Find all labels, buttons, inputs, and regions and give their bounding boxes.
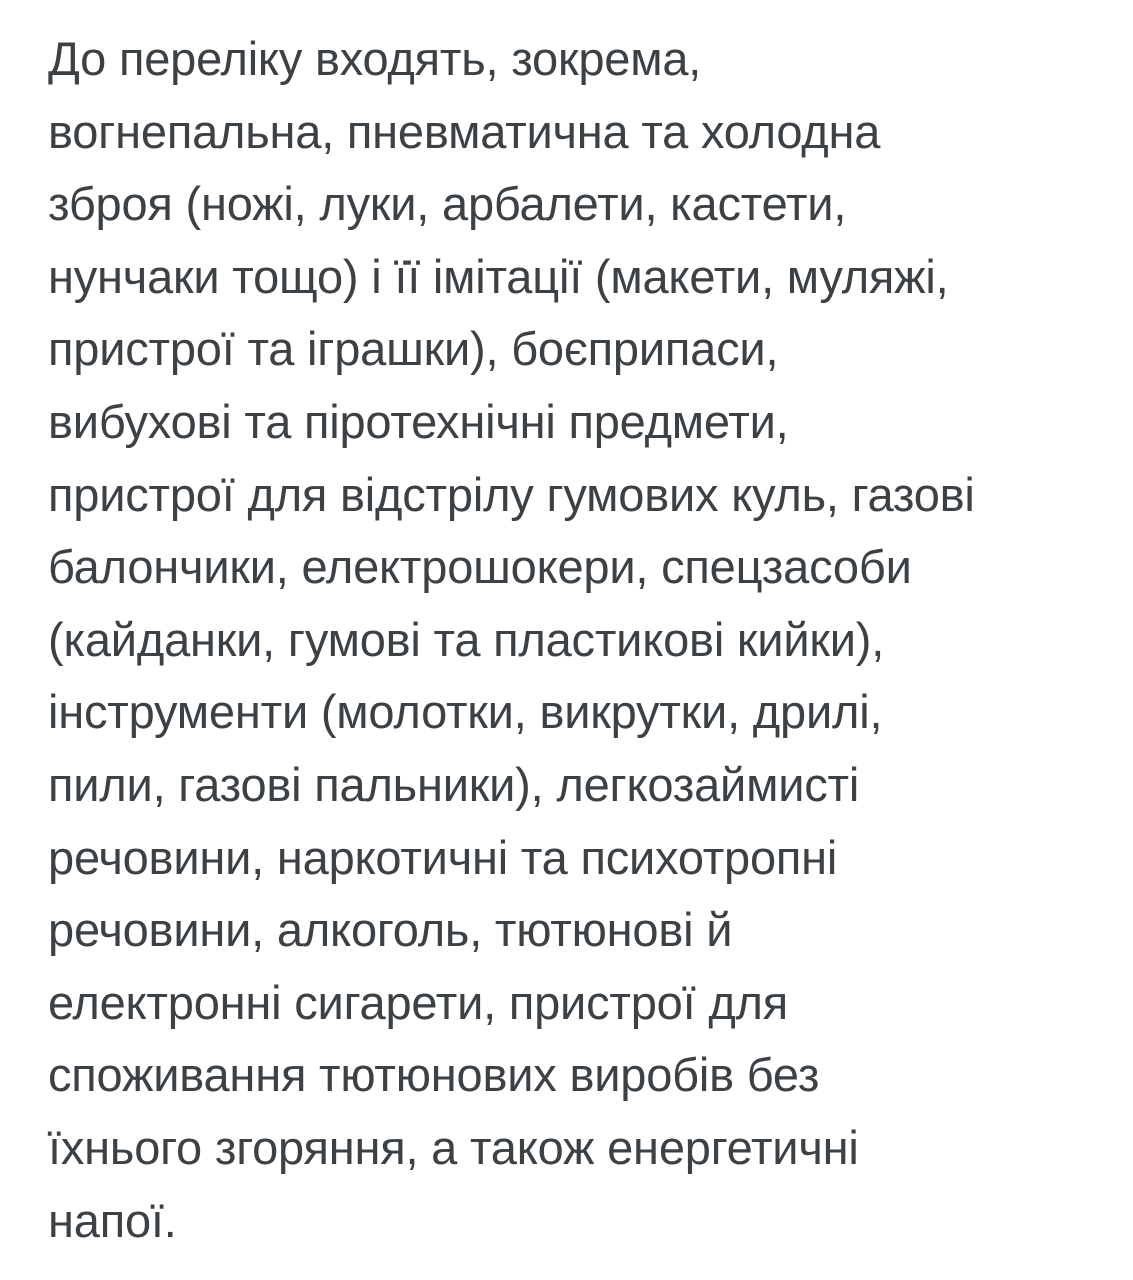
text-line: До переліку входять, зокрема,: [48, 32, 702, 85]
text-line: балончики, електрошокери, спецзасоби: [48, 540, 912, 594]
text-line: їхнього згоряння, а також енергетичні: [48, 1120, 859, 1174]
text-line: пристрої та іграшки), боєприпаси,: [48, 322, 779, 376]
text-line: речовини, алкоголь, тютюнові й: [48, 903, 733, 957]
text-line: речовини, наркотичні та психотропні: [48, 830, 838, 884]
text-line: напої.: [48, 1193, 177, 1247]
text-line: нунчаки тощо) і її імітації (макети, муляжі,: [48, 249, 949, 303]
text-line: (кайданки, гумові та пластикові кийки),: [48, 612, 885, 666]
text-line: споживання тютюнових виробів без: [48, 1048, 820, 1102]
text-line: пили, газові пальники), легкозаймисті: [48, 757, 860, 811]
text-line: вибухові та піротехнічні предмети,: [48, 394, 789, 448]
text-line: інструменти (молотки, викрутки, дрилі,: [48, 685, 883, 739]
text-line: пристрої для відстрілу гумових куль, газові: [48, 467, 975, 521]
text-line: зброя (ножі, луки, арбалети, кастети,: [48, 177, 847, 231]
text-line: вогнепальна, пневматична та холодна: [48, 104, 881, 158]
text-line: електронні сигарети, пристрої для: [48, 975, 789, 1029]
